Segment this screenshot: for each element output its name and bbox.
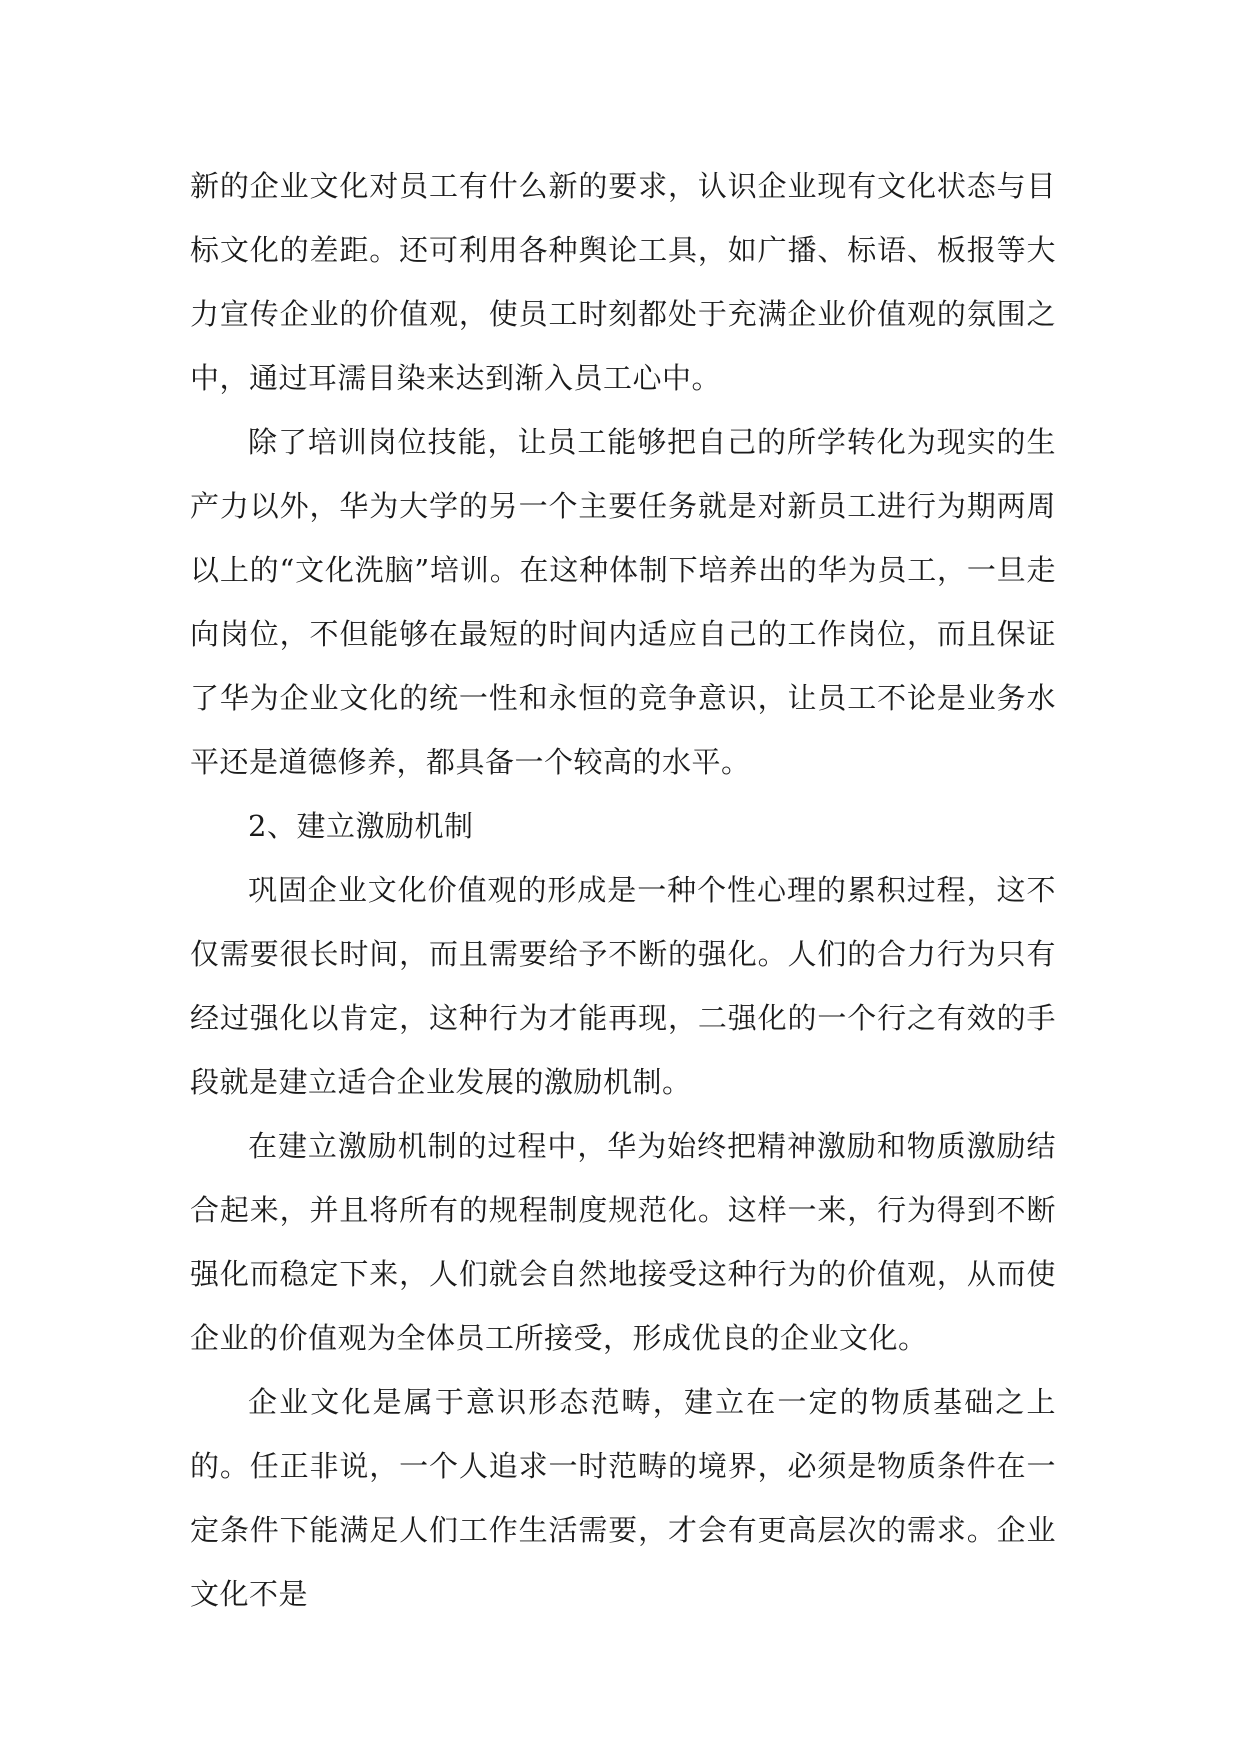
- paragraph-spiritual-material-incentives: 在建立激励机制的过程中，华为始终把精神激励和物质激励结合起来，并且将所有的规程制度规范化。这样一来，行为得到不断强化而稳定下来，人们就会自然地接受这种行为的价值观，从而使企业的价值观为全体员工所接受，形成优良的企业文化。: [190, 1129, 1056, 1355]
- paragraph-value-reinforcement: 巩固企业文化价值观的形成是一种个性心理的累积过程，这不仅需要很长时间，而且需要给予不断的强化。人们的合力行为只有经过强化以肯定，这种行为才能再现，二强化的一个行之有效的手段就是建立适合企业发展的激励机制。: [190, 873, 1056, 1099]
- section-heading-incentive-mechanism: 2、建立激励机制: [248, 809, 474, 843]
- paragraph-huawei-university: 除了培训岗位技能，让员工能够把自己的所学转化为现实的生产力以外，华为大学的另一个主要任务就是对新员工进行为期两周以上的“文化洗脑”培训。在这种体制下培养出的华为员工，一旦走向岗位，不但能够在最短的时间内适应自己的工作岗位，而且保证了华为企业文化的统一性和永恒的竞争意识，让员工不论是业务水平还是道德修养，都具备一个较高的水平。: [190, 425, 1056, 779]
- paragraph-continuation: 新的企业文化对员工有什么新的要求，认识企业现有文化状态与目标文化的差距。还可利用各种舆论工具，如广播、标语、板报等大力宣传企业的价值观，使员工时刻都处于充满企业价值观的氛围之中，通过耳濡目染来达到渐入员工心中。: [190, 169, 1056, 395]
- document-body: [190, 154, 1056, 1626]
- paragraph-ideology-material-basis: 企业文化是属于意识形态范畴，建立在一定的物质基础之上的。任正非说，一个人追求一时范畴的境界，必须是物质条件在一定条件下能满足人们工作生活需要，才会有更高层次的需求。企业文化不是: [190, 1385, 1056, 1611]
